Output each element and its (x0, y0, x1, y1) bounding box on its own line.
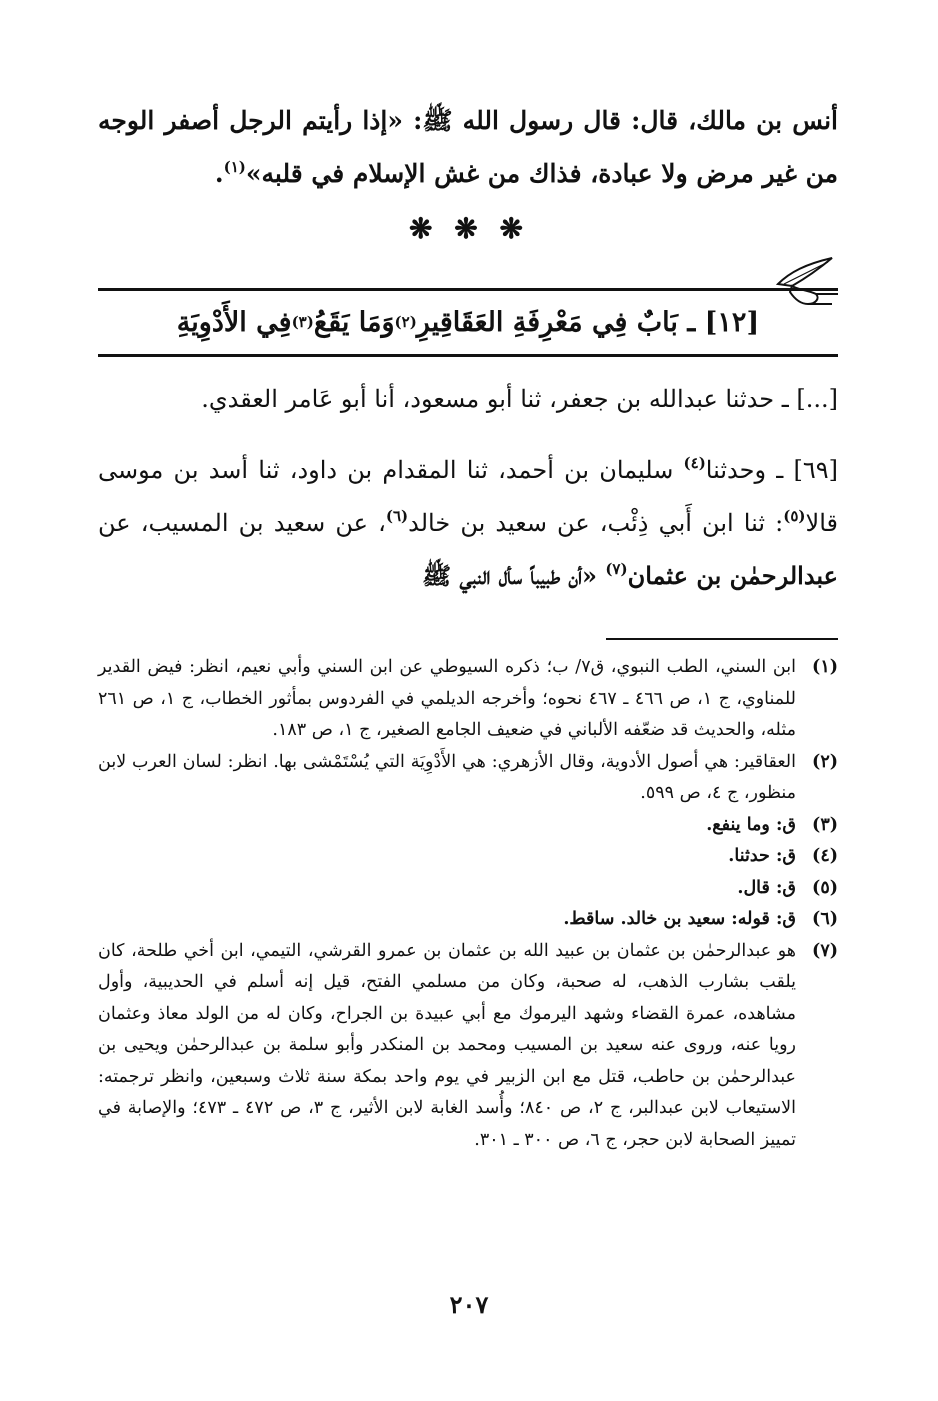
footnote-number: (٣) (812, 814, 838, 835)
hadith-paragraph-2 (98, 440, 838, 599)
footnote-number: (١) (812, 657, 838, 677)
heading-part-3: فِي الأَدْوِيَةِ (176, 306, 292, 338)
footnote-text: العقاقير: هي أصول الأدوية، وقال الأزهري: هي الأَدْوِيَة التي يُسْتَمْشى بها. انظر: لسان العرب لابن منظور، ج ٤، ص ٥٩٩. (98, 751, 796, 803)
hadith-2-matn: «أن طبيباً سأل النبي ﷺ (422, 561, 606, 590)
footnote-item (98, 841, 838, 873)
section-separator: ❋ ❋ ❋ (409, 212, 529, 245)
heading-part-2: وَمَا يَقَعُ (313, 306, 395, 338)
footnote-text: ق: قال. (737, 877, 796, 898)
footnote-text: ق: حدثنا. (728, 846, 796, 866)
hadith-2-part-d: ، عن سعيد بن المسيب، عن (98, 509, 386, 537)
intro-paragraph (98, 98, 838, 197)
footnote-item (98, 810, 838, 842)
footnote-number: (٥) (812, 877, 838, 898)
footnote-number: (٦) (812, 909, 838, 929)
footnote-ref-2[interactable]: (٢) (394, 313, 417, 331)
hadith-2-part-b: سليمان بن أحمد، ثنا المقدام بن داود، ثنا أسد بن موسى قالا (98, 456, 839, 537)
hadith-2-narrator: عبدالرحمٰن بن عثمان (627, 561, 838, 590)
footnote-item (98, 747, 838, 810)
footnote-text: هو عبدالرحمٰن بن عثمان بن عبيد الله بن عثمان بن عمرو القرشي، التيمي، ابن أخي طلحة، كان يلقب بشارب الذهب، له صحبة، وكان من مسلمي الفتح، قيل إنه أسلم في الحديبية، وأول مشاهده، عمرة القضاء وشهد اليرموك مع أبي عبيدة بن الجراح، وكان له من الولد معاذ وعثمان رويا عنه، وروى عنه سعيد بن المسيب ومحمد بن المنكدر وأبو سلمة بن عبدالرحمٰن ويحيى بن عبدالرحمٰن بن حاطب، قتل مع ابن الزبير في يوم واحد بمكة سنة ثلاث وسبعين، وانظر ترجمته: الاستيعاب لابن عبدالبر، ج ٢، ص ٨٤٠؛ وأُسد الغابة لابن الأثير، ج ٣، ص ٤٧٢ ـ ٤٧٣؛ والإصابة في تمييز الصحابة لابن حجر، ج ٦، ص ٣٠٠ ـ ٣٠١. (98, 940, 796, 1150)
footnote-item (98, 652, 838, 747)
footnote-text: ق: قوله: سعيد بن خالد. ساقط. (563, 909, 796, 929)
footnote-ref-4[interactable]: (٤) (683, 454, 706, 472)
footnote-separator (606, 638, 838, 640)
footnote-number: (٤) (812, 846, 838, 866)
footnote-text: ق: وما ينفع. (706, 814, 796, 835)
footnote-item (98, 936, 838, 1157)
footnote-ref-3[interactable]: (٣) (291, 313, 314, 331)
heading-bottom-rule (98, 354, 838, 357)
footnote-ref-6[interactable]: (٦) (385, 507, 409, 525)
body-text (98, 376, 838, 617)
heading-top-rule (98, 288, 838, 291)
intro-text: أنس بن مالك، قال: قال رسول الله ﷺ: «إذا رأيتم الرجل أصفر الوجه من غير مرض ولا عبادة، فذاك من غش الإسلام في قلبه» (98, 106, 838, 188)
footnote-number: (٧) (812, 940, 838, 961)
hadith-paragraph-1: [...] ـ حدثنا عبدالله بن جعفر، ثنا أبو مسعود، أنا أبو عَامر العقدي. (201, 385, 838, 413)
intro-end: . (214, 159, 224, 188)
footnote-ref-5[interactable]: (٥) (783, 507, 806, 525)
chapter-heading (98, 292, 838, 352)
footnote-item (98, 904, 838, 936)
page-number: ٢٠٧ (449, 1290, 489, 1319)
heading-part-1: [١٢] ـ بَابٌ فِي مَعْرِفَةِ العَقَاقِيرِ (416, 306, 760, 338)
hadith-2-part-a: [٦٩] ـ وحدثنا (705, 456, 838, 484)
footnote-number: (٢) (812, 751, 838, 772)
footnote-text: ابن السني، الطب النبوي، ق٧/ ب؛ ذكره السيوطي عن ابن السني وأبي نعيم، انظر: فيض القدير للمناوي، ج ١، ص ٤٦٦ ـ ٤٦٧ نحوه؛ وأخرجه الديلمي في الفردوس بمأثور الخطاب، ج ١، ص ٢٦١ مثله، والحديث قد ضعّفه الألباني في ضعيف الجامع الصغير، ج ١، ص ١٨٣. (98, 657, 797, 740)
footnote-ref-1[interactable]: (١) (223, 158, 246, 176)
footnote-item (98, 873, 838, 905)
footnotes (98, 652, 838, 1156)
footnote-ref-7[interactable]: (٧) (605, 560, 628, 578)
hadith-2-part-c: : ثنا ابن أَبي ذِئْب، عن سعيد بن خالد (408, 509, 784, 537)
